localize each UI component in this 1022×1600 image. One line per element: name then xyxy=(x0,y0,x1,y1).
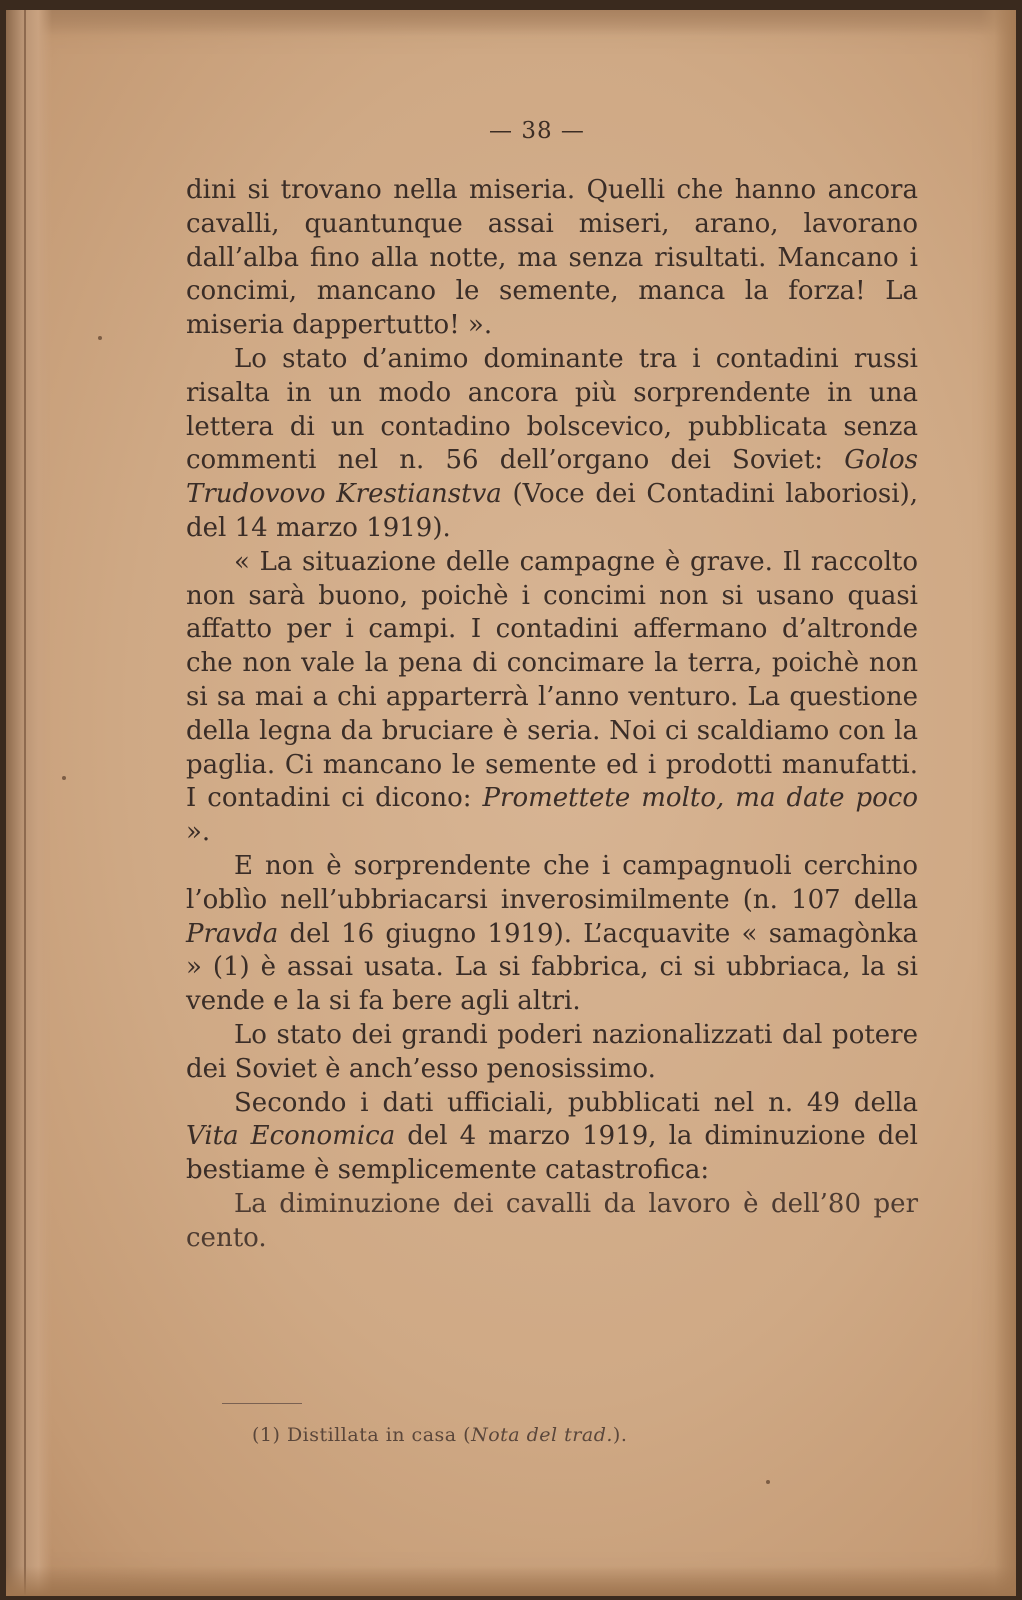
paper-speck xyxy=(98,336,102,340)
italic-title: Pravda xyxy=(186,918,279,949)
text-segment: « La situazione delle campagne è grave. Il raccolto non sarà buono, poichè i concimi non si usano quasi affatto per i campi. I contadini affermano d’altronde che non vale la pena di concimare la terra, poichè non si sa mai a chi apparterrà l’anno venturo. La questione della legna da bruciare è seria. Noi ci scaldiamo con la paglia. Ci mancano le semente ed i prodotti manufatti. I contadini ci dicono: xyxy=(186,546,918,814)
page-top-edge xyxy=(6,10,1016,36)
paragraph xyxy=(186,1087,918,1188)
footnote xyxy=(252,1424,852,1446)
text-segment: del 4 marzo 1919, la diminuzione del bestiame è semplicemente catastrofica: xyxy=(186,1121,918,1186)
paragraph xyxy=(186,174,918,343)
footnote-italic: Nota del trad. xyxy=(471,1424,613,1446)
footnote-divider xyxy=(222,1403,302,1404)
paper-speck xyxy=(766,1480,770,1484)
text-segment: del 16 giugno 1919). L’acquavite « samagònka » (1) è assai usata. La si fabbrica, ci si ubbriaca, la si vende e la si fa bere agli altri. xyxy=(186,918,918,1017)
text-segment: Lo stato dei grandi poderi nazionalizzati dal potere dei Soviet è anch’esso penosissimo. xyxy=(186,1019,918,1084)
page-number: — 38 — xyxy=(489,118,585,144)
page-binding-edge xyxy=(6,10,52,1596)
text-segment: La diminuzione dei cavalli da lavoro è dell’80 per cento. xyxy=(186,1188,918,1253)
paper-speck xyxy=(62,776,66,780)
body-text xyxy=(186,174,918,1256)
book-page xyxy=(6,10,1016,1596)
paragraph xyxy=(186,1188,918,1256)
paragraph xyxy=(186,1019,918,1087)
binding-line xyxy=(24,10,26,1596)
italic-title: Vita Economica xyxy=(186,1121,396,1152)
footnote-text: (1) Distillata in casa ( xyxy=(252,1424,472,1446)
text-segment: dini si trovano nella miseria. Quelli che hanno ancora cavalli, quantunque assai miseri, arano, lavorano dall’alba fino alla notte, ma senza risultati. Mancano i concimi, mancano le semente, manca la forza! La miseria dappertutto! ». xyxy=(186,175,918,341)
text-segment: E non è sorprendente che i campagnuoli cerchino l’oblìo nell’ubbriacarsi inverosimilmente (n. 107 della xyxy=(186,850,918,915)
paragraph xyxy=(186,546,918,850)
page-bottom-edge xyxy=(6,1566,1016,1596)
text-segment: Secondo i dati ufficiali, pubblicati nel n. 49 della xyxy=(234,1087,918,1118)
page-right-edge xyxy=(980,10,1016,1596)
text-segment: Lo stato d’animo dominante tra i contadini russi risalta in un modo ancora più sorprendente in una lettera di un contadino bolscevico, pubblicata senza commenti nel n. 56 dell’organo dei Soviet: xyxy=(186,343,918,476)
italic-title: Promettete molto, ma date poco xyxy=(482,783,918,814)
text-segment: ». xyxy=(186,817,211,848)
footnote-text: ). xyxy=(612,1424,628,1446)
paragraph xyxy=(186,850,918,1019)
paragraph xyxy=(186,343,918,546)
text-segment: (Voce dei Contadini laboriosi), del 14 marzo 1919). xyxy=(186,479,918,543)
italic-title: Golos Trudovovo Krestianstva xyxy=(186,445,918,510)
